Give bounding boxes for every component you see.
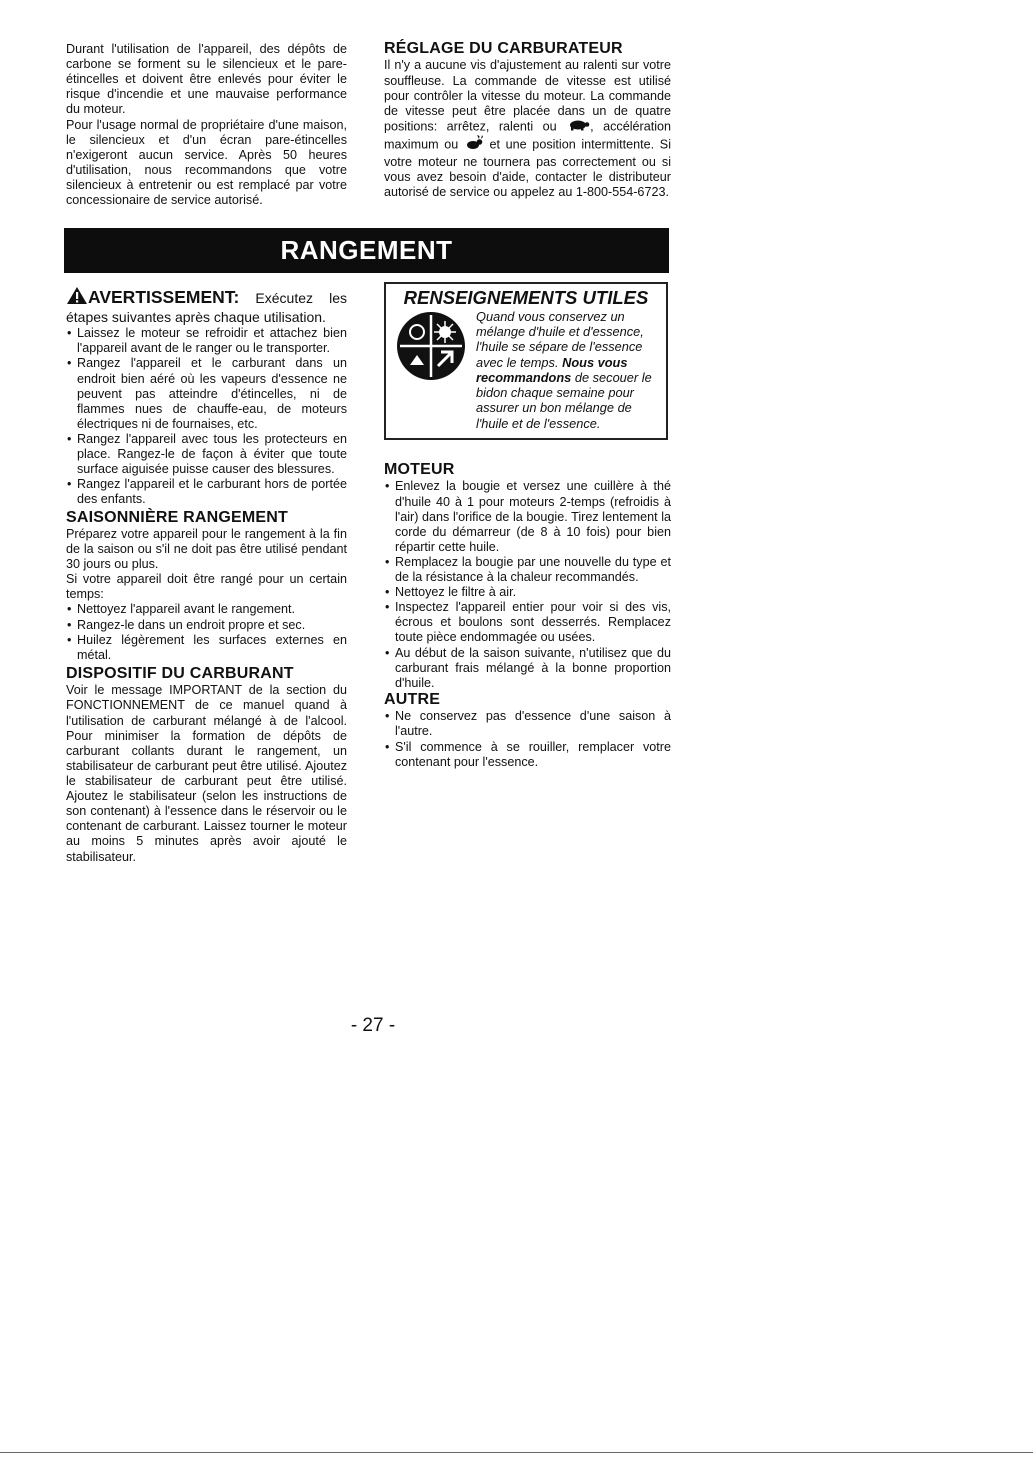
right-column	[384, 461, 671, 770]
list-item: • Laissez le moteur se refroidir et attachez bien l'appareil avant de le ranger ou le transporter.	[66, 326, 347, 356]
list-item: • Rangez l'appareil et le carburant dans un endroit bien aéré où les vapeurs d'essence ne peuvent pas atteindre d'étincelles, ni de flammes nues de chauffe-eau, de moteurs électriques ni de fournaises, etc.	[66, 356, 347, 432]
seasonal-list	[66, 602, 347, 662]
list-item: • Inspectez l'appareil entier pour voir si des vis, écrous et boulons sont desserrés. Remplacez toute pièce endommagée ou usées.	[384, 600, 671, 645]
bottom-divider	[0, 1452, 1033, 1453]
carburetor-text-b: , accélération maximum ou	[384, 119, 672, 152]
list-item: • Rangez l'appareil et le carburant hors de portée des enfants.	[66, 477, 347, 507]
warning-paragraph	[66, 286, 347, 326]
muffler-paragraph-1: Durant l'utilisation de l'appareil, des dépôts de carbone se forment su le silencieux et le pare-étincelles et doivent être enlevés pour éviter le risque d'incendie et une mauvaise performance du moteur.	[66, 42, 347, 117]
carburetor-paragraph	[384, 58, 671, 200]
seasonal-paragraph-1: Préparez votre appareil pour le rangement à la fin de la saison ou s'il ne doit pas être utilisé pendant 30 jours ou plus.	[66, 526, 347, 572]
warning-triangle-icon	[66, 286, 88, 309]
carburetor-text-c: et une position intermittente. Si votre moteur ne tournera pas correctement ou si vous avez besoin d'aide, contacter le distributeur autorisé de service ou appelez au 1-800-554-6723.	[384, 137, 671, 200]
warning-title: AVERTISSEMENT:	[88, 287, 240, 307]
list-item: • Remplacez la bougie par une nouvelle du type et de la résistance à la chaleur recommandés.	[384, 555, 671, 585]
carburetor-heading: RÉGLAGE DU CARBURATEUR	[384, 40, 623, 57]
engine-heading: MOTEUR	[384, 461, 455, 478]
warning-list	[66, 326, 347, 507]
list-item: • Enlevez la bougie et versez une cuillère à thé d'huile 40 à 1 pour moteurs 2-temps (refroidis à l'air) dans l'orifice de la bougie. Tirez lentement la corde du démarreur (de 8 à 10 fois) pour bien répartir cette huile.	[384, 479, 671, 555]
page-number: - 27 -	[350, 1015, 396, 1036]
list-item: • Ne conservez pas d'essence d'une saison à l'autre.	[384, 709, 671, 739]
info-text-bold: Nous vous recommandons	[476, 354, 628, 385]
list-item: • Nettoyez l'appareil avant le rangement.	[66, 602, 347, 617]
seasonal-storage-heading: SAISONNIÈRE RANGEMENT	[66, 508, 288, 526]
warning-lead: Exécutez les étapes suivantes après chaque utilisation.	[66, 290, 347, 326]
list-item: • Huilez légèrement les surfaces externes en métal.	[66, 633, 347, 663]
muffler-section	[66, 42, 347, 208]
fuel-system-paragraph: Voir le message IMPORTANT de la section du FONCTIONNEMENT de ce manuel quand à l'utilisation de carburant mélangé à de l'alcool. Pour minimiser la formation de dépôts de carburant collants durant le rangement, un stabilisateur de carburant peut être utilisé. Ajoutez le stabilisateur de carburant peut être utilisé. Ajoutez le stabilisateur (selon les instructions de son contenant) à l'essence dans le réservoir ou le contenant de carburant. Laissez tourner le moteur au moins 5 minutes après avoir ajouté le stabilisateur.	[66, 683, 347, 864]
carburetor-section	[384, 40, 671, 200]
info-text-rest: de secouer le bidon chaque semaine pour assurer un bon mélange de l'huile et de l'essence.	[476, 369, 652, 431]
rabbit-icon	[464, 135, 484, 155]
list-item: • Rangez l'appareil avec tous les protecteurs en place. Rangez-le de façon à éviter que toute surface aiguisée puisse causer des blessures.	[66, 432, 347, 477]
left-column	[66, 286, 347, 865]
list-item: • Rangez-le dans un endroit propre et sec.	[66, 618, 347, 633]
list-item: • Au début de la saison suivante, n'utilisez que du carburant frais mélangé à la bonne proportion d'huile.	[384, 646, 671, 691]
other-heading: AUTRE	[384, 690, 441, 708]
muffler-paragraph-2: Pour l'usage normal de propriétaire d'une maison, le silencieux et d'un écran pare-étincelles n'exigeront aucun service. Après 50 heures d'utilisation, nous recommandons que votre silencieux à entretenir ou est remplacé par votre concessionaire de service autorisé.	[66, 117, 347, 208]
engine-list	[384, 479, 671, 691]
other-list	[384, 709, 671, 769]
rangement-banner: RANGEMENT	[64, 228, 669, 273]
helpful-info-box	[384, 282, 668, 440]
seasonal-paragraph-2: Si votre appareil doit être rangé pour un certain temps:	[66, 572, 347, 602]
fuel-system-heading: DISPOSITIF DU CARBURANT	[66, 664, 294, 682]
list-item: • S'il commence à se rouiller, remplacer votre contenant pour l'essence.	[384, 740, 671, 770]
list-item: • Nettoyez le filtre à air.	[384, 585, 671, 600]
info-box-body	[476, 309, 660, 431]
helpful-tips-icon	[395, 310, 467, 382]
info-text-italic: Quand vous conservez un mélange d'huile et d'essence, l'huile se sépare de l'essence avec le temps.	[476, 309, 644, 370]
warning-block	[66, 286, 347, 508]
carburetor-text-a: Il n'y a aucune vis d'ajustement au ralenti sur votre souffleuse. La commande de vitesse est utilisé pour contrôler la vitesse du moteur. La commande de vitesse peut être placée dans un de quatre positions: arrêtez, ralenti ou	[384, 58, 671, 134]
info-box-title: RENSEIGNEMENTS UTILES	[403, 287, 649, 308]
turtle-icon	[566, 119, 590, 135]
